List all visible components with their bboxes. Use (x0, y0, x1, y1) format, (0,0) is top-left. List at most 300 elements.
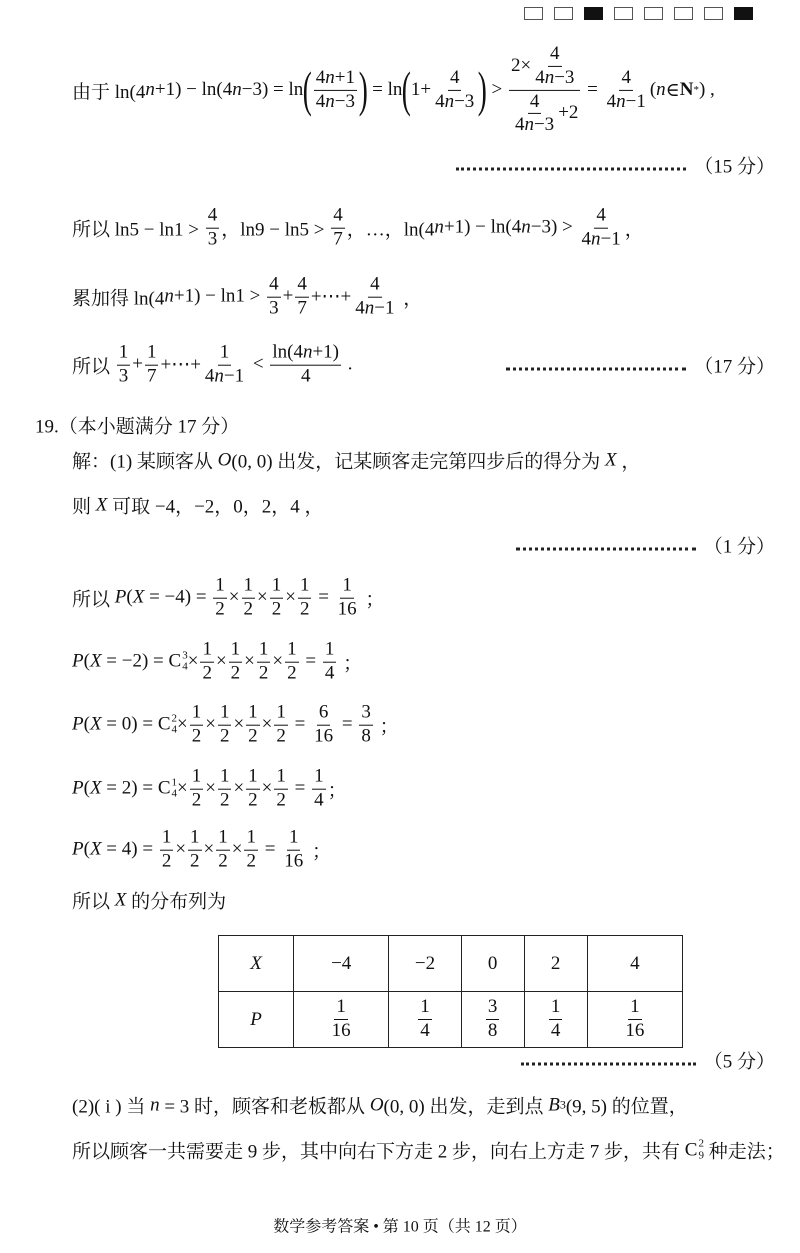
fraction (623, 996, 646, 1043)
math-text: 1 (314, 765, 324, 787)
math-group (316, 91, 355, 114)
fraction (117, 342, 131, 389)
page-footer: 数学参考答案 • 第 10 页（共 12 页） (273, 1218, 527, 1236)
denominator (336, 599, 359, 622)
math-text: ； (307, 841, 331, 863)
math-text: 1 (191, 765, 202, 787)
math-text: 1 (299, 574, 310, 596)
math-variable: n (434, 217, 444, 238)
math-text: 4 (581, 228, 591, 250)
numerator: 3 (486, 996, 500, 1020)
numerator (274, 766, 288, 790)
denominator (190, 790, 204, 813)
math-text: 2 (191, 789, 202, 811)
math-variable: X (132, 587, 145, 608)
superscript: * (693, 84, 699, 96)
math-text: 2 (215, 598, 225, 620)
solution-line (72, 887, 226, 914)
math-text: + (282, 286, 294, 307)
math-text: +1) − ln(4 (443, 217, 522, 238)
math-text: ， (398, 288, 423, 310)
numerator (160, 827, 174, 851)
math-variable: O (217, 449, 232, 470)
math-text: = −2) = (101, 651, 169, 672)
numerator (323, 639, 337, 663)
numerator: 1 (418, 996, 432, 1020)
math-variable: X (95, 494, 108, 515)
denominator (267, 298, 281, 321)
math-text: 4 (314, 789, 324, 811)
math-text: 16 (337, 598, 357, 620)
math-text: ∈ (665, 79, 680, 101)
math-text: 4 (300, 365, 311, 387)
math-group (535, 67, 574, 90)
math-text: 则 (72, 496, 96, 518)
math-text: −1 (374, 297, 395, 319)
math-text: 2 (258, 662, 269, 684)
denominator (509, 91, 580, 138)
empty-marker-square (524, 7, 543, 20)
table-cell: −2 (389, 936, 461, 992)
numerator (206, 205, 220, 229)
fraction (312, 766, 326, 813)
numerator (528, 91, 542, 115)
table-cell (524, 992, 587, 1048)
math-text: 8 (361, 725, 371, 747)
math-group (355, 298, 394, 321)
math-text: = (300, 651, 321, 672)
numerator (312, 766, 326, 790)
math-text: 1 (287, 638, 297, 660)
math-text: < (248, 354, 269, 375)
score-marker (516, 532, 775, 559)
math-text: 的分布列为 (126, 891, 227, 913)
math-variable: n (164, 286, 174, 307)
math-variable: P (72, 839, 84, 860)
numerator (117, 342, 131, 366)
math-text: 1 (202, 638, 212, 660)
math-text: 1 (215, 574, 225, 596)
numerator: 1 (628, 996, 642, 1020)
combination-subscript: 4 (171, 724, 177, 736)
fraction (330, 996, 353, 1043)
math-text: ( (83, 778, 90, 799)
denominator (323, 663, 337, 686)
math-text: 4 (370, 273, 380, 295)
math-text: = (313, 587, 334, 608)
math-text: × (177, 778, 188, 799)
math-text: +1) − ln1 > (173, 286, 266, 307)
math-group (515, 114, 554, 137)
math-text: −1 (223, 365, 245, 387)
math-text: 4 (596, 204, 606, 226)
numerator (448, 67, 462, 91)
combination-superscript: 2 (698, 1137, 704, 1150)
large-parenthesis: ( (302, 62, 313, 118)
fraction (216, 827, 230, 874)
math-text: 4 (315, 90, 326, 112)
math-text: = (259, 839, 281, 860)
denominator (145, 366, 159, 389)
empty-marker-square (704, 7, 723, 20)
fraction (549, 996, 563, 1043)
math-text: × (228, 587, 240, 608)
fraction (188, 827, 202, 874)
score-marker (506, 352, 775, 379)
math-text: 7 (146, 365, 157, 387)
math-text: = (289, 778, 311, 799)
math-text: 16 (314, 725, 334, 747)
math-text: 4 (333, 204, 343, 226)
fraction (257, 639, 271, 686)
math-text: 3 (269, 297, 279, 319)
combination-superscript: 3 (182, 649, 188, 662)
distribution-table (218, 935, 683, 1048)
table-cell (461, 992, 524, 1048)
denominator (312, 790, 326, 813)
math-variable: P (72, 778, 84, 799)
math-text: +⋯+ (160, 354, 201, 376)
math-group (316, 67, 355, 90)
math-text: 4 (514, 114, 525, 136)
math-text: ( (83, 714, 90, 735)
math-text: 1 (191, 701, 202, 723)
denominator (298, 599, 312, 622)
fraction (274, 766, 288, 813)
empty-marker-square (614, 7, 633, 20)
denominator (246, 790, 260, 813)
fraction (418, 996, 432, 1043)
numerator (287, 827, 301, 851)
solution-line (72, 342, 353, 389)
fraction (200, 639, 214, 686)
math-text: ( (126, 587, 133, 608)
combination (169, 650, 188, 673)
math-text: 4 (550, 42, 560, 64)
fraction (314, 67, 357, 114)
math-text: 4 (324, 662, 335, 684)
math-variable: n (145, 79, 155, 100)
math-text: = 3 时，顾客和老板都从 (159, 1096, 370, 1118)
denominator (244, 851, 258, 874)
denominator: 4 (550, 1020, 561, 1041)
numerator (188, 827, 202, 851)
math-text: ln(4 (272, 341, 303, 363)
solution-line (72, 702, 399, 749)
math-text: 2× (510, 54, 532, 76)
numerator (270, 575, 284, 599)
math-text: = −4) = (144, 587, 212, 608)
fraction (533, 43, 576, 90)
large-parenthesis: ) (358, 62, 368, 118)
subscript: 3 (559, 1097, 566, 1112)
numerator (359, 702, 373, 726)
math-text: 2 (246, 850, 256, 872)
math-text: 1 (219, 341, 230, 363)
math-variable: X (114, 889, 127, 910)
fraction (331, 205, 345, 252)
table-row-x (219, 936, 683, 992)
numerator (331, 205, 345, 229)
numerator (274, 702, 288, 726)
math-text: ( (649, 79, 657, 100)
fraction (605, 67, 648, 114)
math-text: 所以 (72, 891, 115, 913)
numerator (340, 575, 354, 599)
math-text: 1 (276, 765, 286, 787)
math-text: −1 (625, 90, 646, 112)
math-text: 所以 (72, 589, 115, 611)
denominator (299, 366, 313, 389)
solution-line (72, 827, 331, 874)
math-text: ； (338, 653, 363, 675)
denominator (218, 790, 232, 813)
page-position-markers (524, 7, 753, 20)
denominator: 16 (625, 1020, 645, 1041)
fraction (218, 702, 232, 749)
score-points: （5 分） (703, 1051, 775, 1073)
table-cell (587, 992, 682, 1048)
math-text: ； (327, 780, 347, 802)
math-text: 由于 ln(4 (72, 81, 146, 103)
math-text: × (257, 587, 268, 608)
math-text: ，…，ln(4 (346, 219, 435, 241)
empty-marker-square (644, 7, 663, 20)
math-text: 1 (219, 701, 230, 723)
denominator (295, 298, 309, 321)
fraction (242, 575, 256, 622)
math-text: 3 (118, 365, 129, 387)
denominator (274, 726, 288, 749)
dotted-leader (456, 168, 686, 171)
empty-marker-square (554, 7, 573, 20)
math-text: 4 (449, 66, 460, 88)
fraction (244, 827, 258, 874)
math-text: 累加得 ln(4 (72, 288, 165, 310)
denominator (218, 726, 232, 749)
numerator (190, 766, 204, 790)
denominator: 8 (487, 1020, 498, 1041)
fraction (285, 639, 299, 686)
math-text: 2 (219, 789, 230, 811)
math-text: +⋯+ (310, 286, 352, 308)
math-text: −3 (454, 90, 475, 112)
fraction (246, 766, 260, 813)
math-text: 7 (297, 297, 307, 319)
math-variable: O (369, 1094, 384, 1115)
solution-line (72, 639, 362, 686)
math-variable: n (524, 114, 534, 136)
math-set-symbol: N (679, 79, 694, 100)
math-text: × (231, 839, 243, 860)
denominator (605, 91, 648, 114)
math-text: −3 (533, 114, 555, 136)
denominator (188, 851, 202, 874)
math-text: 2 (191, 725, 202, 747)
math-text: 1 (219, 765, 230, 787)
math-text: 1 (243, 574, 254, 596)
table-cell (389, 992, 461, 1048)
math-group (272, 342, 339, 365)
math-text: ， (616, 451, 641, 473)
math-variable: P (114, 587, 127, 608)
fraction (295, 274, 309, 321)
large-parenthesis: ( (402, 62, 412, 118)
math-text: +1) − ln(4 (154, 79, 233, 100)
math-text: 7 (333, 228, 343, 250)
numerator (548, 43, 562, 67)
math-text: 1 (276, 701, 286, 723)
math-variable: n (444, 90, 455, 112)
math-text: × (187, 651, 199, 672)
numerator (270, 342, 341, 366)
fraction (229, 639, 243, 686)
math-text: 4 (529, 90, 540, 112)
numerator (190, 702, 204, 726)
fraction (282, 827, 305, 874)
fraction (190, 766, 204, 813)
denominator (216, 851, 230, 874)
denominator (190, 726, 204, 749)
math-text: −1 (600, 228, 621, 250)
math-text: 2 (202, 662, 212, 684)
denominator (206, 229, 220, 252)
combination (158, 777, 177, 800)
math-variable: n (616, 90, 626, 112)
math-text: 1 (288, 826, 299, 848)
math-text: −3) > (530, 217, 578, 238)
numerator (298, 575, 312, 599)
math-text: 2 (248, 725, 258, 747)
numerator (200, 639, 214, 663)
numerator (218, 702, 232, 726)
solution-line (72, 575, 384, 622)
math-text: 4 (297, 273, 307, 295)
math-text: ； (374, 716, 399, 738)
denominator (580, 229, 623, 252)
math-text: 1 (258, 638, 269, 660)
math-text: ) , (698, 79, 715, 100)
fraction (145, 342, 159, 389)
fraction (298, 575, 312, 622)
large-parenthesis: ) (477, 62, 488, 118)
denominator (242, 599, 256, 622)
math-text: +1 (334, 66, 355, 88)
math-text: 4 (269, 273, 279, 295)
denominator: 16 (331, 1020, 351, 1041)
math-group (435, 91, 474, 114)
math-text: = (337, 714, 358, 735)
numerator (244, 827, 258, 851)
math-variable: n (214, 365, 224, 387)
math-text: 1 (190, 826, 200, 848)
math-group (511, 91, 578, 138)
filled-marker-square (584, 7, 603, 20)
numerator (619, 67, 633, 91)
solution-line (72, 205, 644, 252)
math-text: ，ln9 − ln5 > (221, 219, 330, 241)
numerator (229, 639, 243, 663)
math-text: 1 (342, 574, 352, 596)
math-variable: P (72, 651, 84, 672)
math-text: × (177, 714, 188, 735)
fraction (580, 205, 623, 252)
math-variable: n (591, 228, 601, 250)
math-variable: n (302, 341, 313, 363)
numerator (285, 639, 299, 663)
dotted-leader (516, 548, 696, 551)
fraction (267, 274, 281, 321)
score-marker (521, 1047, 775, 1074)
denominator (282, 851, 305, 874)
denominator (213, 599, 227, 622)
math-text: = 4) = (101, 839, 158, 860)
math-text: × (244, 651, 255, 672)
math-text: 所以顾客一共需要走 9 步，其中向右下方走 2 步，向右上方走 7 步，共有 (72, 1141, 685, 1163)
math-text: × (261, 714, 273, 735)
math-text: 1+ (410, 79, 432, 100)
math-text: 1 (246, 826, 256, 848)
combination-subscript: 4 (182, 661, 188, 673)
math-text: 1 (161, 826, 172, 848)
math-text: 1 (248, 765, 258, 787)
combination-symbol: C (684, 1139, 698, 1160)
fraction (206, 205, 220, 252)
score-points: （1 分） (703, 536, 775, 558)
math-text: 4 (204, 365, 215, 387)
math-text: 4 (315, 66, 326, 88)
math-text: = (582, 79, 603, 100)
math-text: 2 (248, 789, 258, 811)
denominator (353, 298, 396, 321)
denominator (257, 663, 271, 686)
denominator (117, 366, 131, 389)
denominator (200, 663, 214, 686)
table-header-x: X (219, 936, 294, 992)
math-group (511, 43, 578, 90)
math-variable: n (150, 1094, 160, 1115)
math-text: ； (360, 589, 385, 611)
math-group (607, 91, 646, 114)
denominator (270, 599, 284, 622)
math-text: (0, 0) 出发，记某顾客走完第四步后的得分为 (231, 451, 606, 473)
combination-symbol: C (157, 714, 171, 735)
math-text: 1 (230, 638, 241, 660)
denominator (533, 67, 576, 90)
math-group (205, 366, 244, 389)
math-variable: n (521, 217, 531, 238)
math-text: 1 (271, 574, 282, 596)
math-text: × (205, 778, 216, 799)
combination-subscript: 4 (171, 788, 177, 800)
math-text: 16 (284, 850, 304, 872)
question-heading (35, 412, 239, 439)
denominator (359, 726, 373, 749)
math-text: + (132, 354, 143, 375)
numerator (594, 205, 608, 229)
denominator (314, 91, 357, 114)
fraction (433, 67, 476, 114)
fraction (336, 575, 359, 622)
math-text: × (285, 587, 296, 608)
math-text: . (343, 354, 353, 375)
numerator (246, 702, 260, 726)
fraction (513, 91, 556, 138)
denominator (203, 366, 246, 389)
fraction (190, 702, 204, 749)
empty-marker-square (674, 7, 693, 20)
denominator (160, 851, 174, 874)
